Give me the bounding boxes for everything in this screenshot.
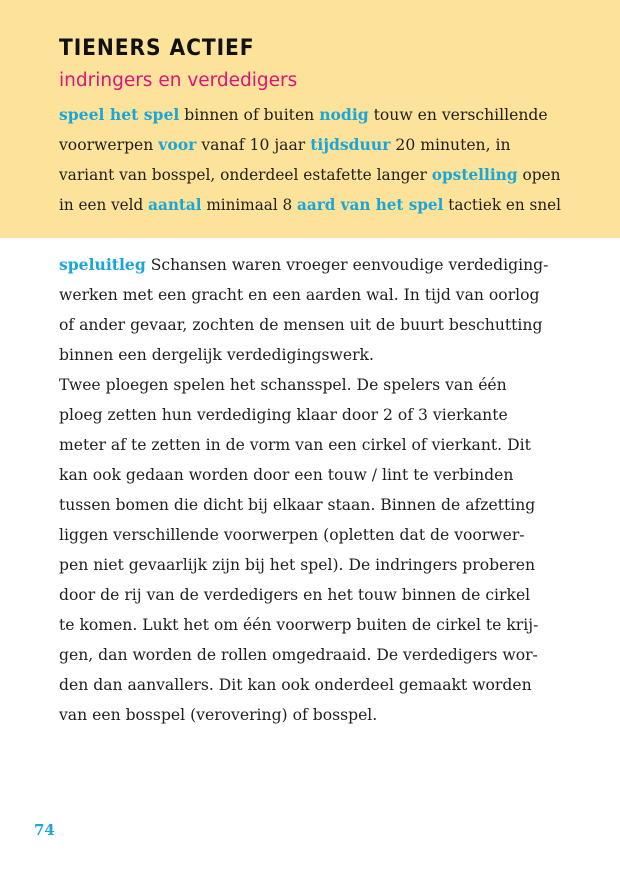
- opstelling-value-cont: in een veld: [59, 196, 144, 214]
- header-panel: [0, 0, 620, 238]
- text-line: pen niet gevaarlijk zijn bij het spel). De indringers proberen: [59, 556, 536, 574]
- text-line: den dan aanvallers. Dit kan ook onderdeel gemaakt worden: [59, 676, 532, 694]
- text-line: binnen een dergelijk verdedigingswerk.: [59, 346, 374, 364]
- spel-value: binnen of buiten: [184, 106, 315, 124]
- tijdsduur-value-cont: variant van bosspel, onderdeel estafette langer: [59, 166, 427, 184]
- speluitleg-label: speluitleg: [59, 255, 146, 274]
- text-line: Twee ploegen spelen het schansspel. De spelers van één: [59, 376, 507, 394]
- page-number: 74: [34, 821, 55, 839]
- info-line: [59, 190, 561, 220]
- nodig-value-cont: voorwerpen: [59, 136, 154, 154]
- opstelling-value: open: [522, 166, 561, 184]
- tijdsduur-value: 20 minuten, in: [395, 136, 511, 154]
- text-line: of ander gevaar, zochten de mensen uit de buurt beschutting: [59, 316, 543, 334]
- page-title: TIENERS ACTIEF: [59, 36, 255, 61]
- text-line: meter af te zetten in de vorm van een cirkel of vierkant. Dit: [59, 436, 531, 454]
- aard-value: tactiek en snel: [448, 196, 561, 214]
- nodig-label: nodig: [319, 105, 369, 124]
- spel-label: speel het spel: [59, 105, 180, 124]
- game-info: [59, 100, 559, 220]
- voor-label: voor: [158, 135, 197, 154]
- aantal-value: minimaal 8: [206, 196, 293, 214]
- text-line: gen, dan worden de rollen omgedraaid. De verdedigers wor-: [59, 646, 538, 664]
- text-line: van een bosspel (verovering) of bosspel.: [59, 706, 378, 724]
- game-title: indringers en verdedigers: [59, 70, 298, 91]
- text-line: ploeg zetten hun verdediging klaar door 2 of 3 vierkante: [59, 406, 508, 424]
- text-line: tussen bomen die dicht bij elkaar staan. Binnen de afzetting: [59, 496, 536, 514]
- tijdsduur-label: tijdsduur: [310, 135, 391, 154]
- text-line: [59, 250, 559, 280]
- opstelling-label: opstelling: [431, 165, 518, 184]
- text-line: kan ook gedaan worden door een touw / lint te verbinden: [59, 466, 514, 484]
- nodig-value: touw en verschillende: [373, 106, 548, 124]
- info-line: [59, 130, 559, 160]
- text-line: door de rij van de verdedigers en het touw binnen de cirkel: [59, 586, 531, 604]
- info-line: [59, 100, 559, 130]
- voor-value: vanaf 10 jaar: [201, 136, 306, 154]
- text-line: liggen verschillende voorwerpen (opletten dat de voorwer-: [59, 526, 525, 544]
- info-line: [59, 160, 561, 190]
- aard-label: aard van het spel: [297, 195, 444, 214]
- game-explanation: [59, 250, 559, 730]
- text-line-content: Schansen waren vroeger eenvoudige verdediging-: [150, 256, 549, 274]
- aantal-label: aantal: [148, 195, 202, 214]
- text-line: werken met een gracht en een aarden wal. In tijd van oorlog: [59, 286, 540, 304]
- text-line: te komen. Lukt het om één voorwerp buiten de cirkel te krij-: [59, 616, 539, 634]
